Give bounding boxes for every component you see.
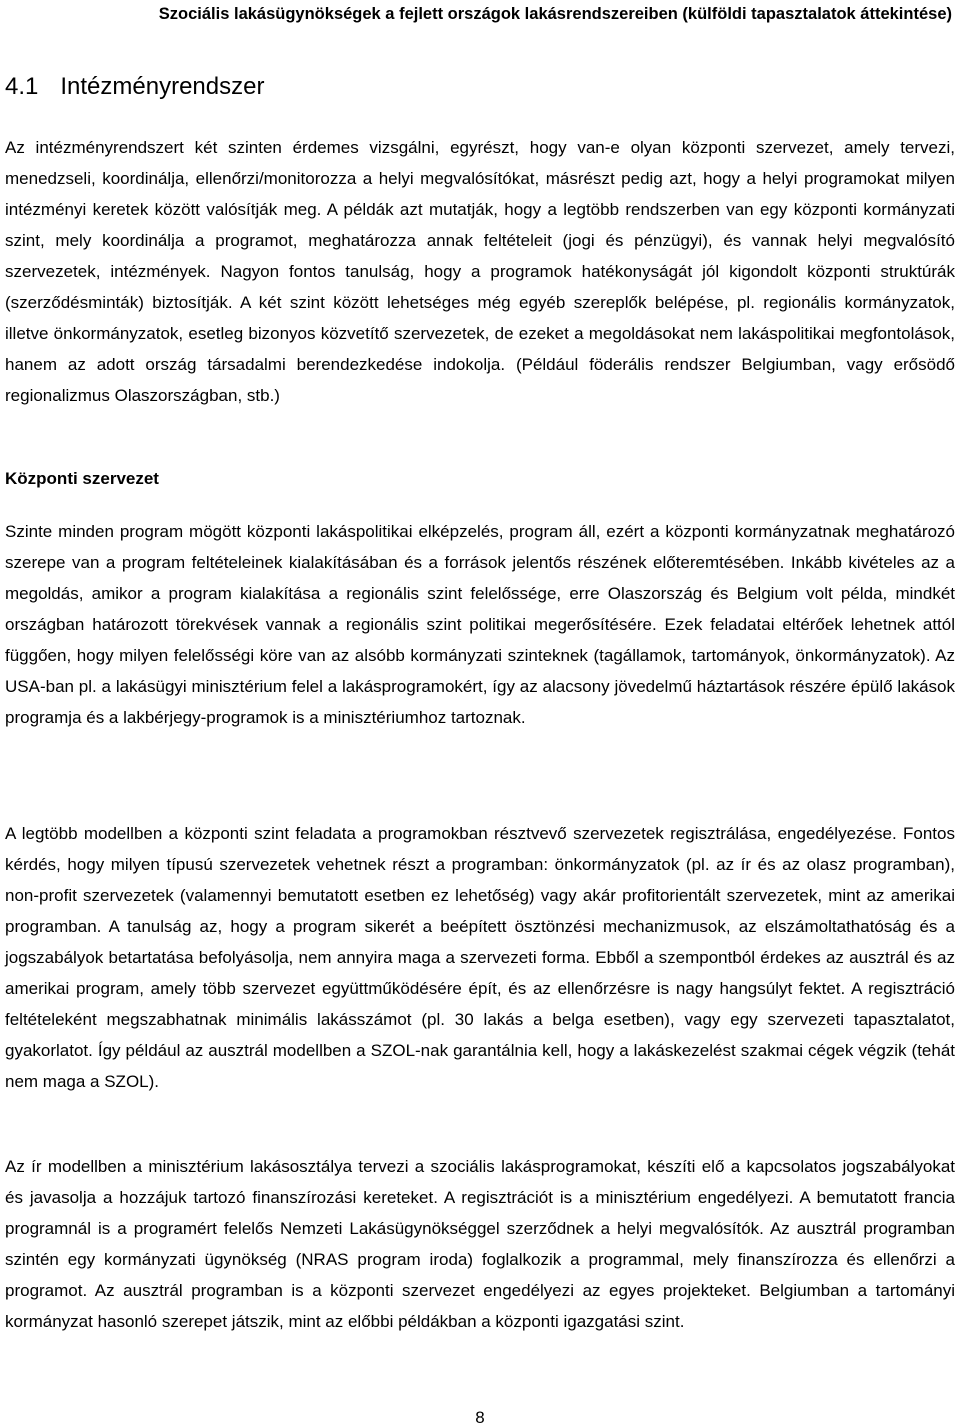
paragraph-1: Szinte minden program mögött központi lakáspolitikai elképzelés, program áll, ezért a központi kormányzatnak meghatározó szerepe van a program feltételeinek kialakításában és a források jelentős részének előteremtésében. Inkább kivételes az a megoldás, amikor a program kialakítása a regionális szint felelőssége, erre Olaszország és Belgium volt példa, mindkét országban határozott törekvések vannak a regionális szint politikai megerősítésére. Ezek feladatai eltérőek lehetnek attól függően, hogy milyen felelősségi köre van az alsóbb kormányzati szinteknek (tagállamok, tartományok, önkormányzatok). Az USA-ban pl. a lakásügyi minisztérium felel a lakásprogramokért, így az alacsony jövedelmű háztartások részére épülő lakások programja és a lakbérjegy-programok is a minisztériumhoz tartoznak. [5, 522, 955, 727]
paragraph-3: Az ír modellben a minisztérium lakásosztálya tervezi a szociális lakásprogramokat, készíti elő a kapcsolatos jogszabályokat és javasolja a hozzájuk tartozó finanszírozási kereteket. A regisztrációt is a minisztérium engedélyezi. A bemutatott francia programnál is a programért felelős Nemzeti Lakásügynökséggel szerződnek a helyi megvalósítók. Az ausztrál programban szintén egy kormányzati ügynökség (NRAS program iroda) foglalkozik a programmal, mely finanszírozza és ellenőrzi a programot. Az ausztrál programban is a központi szervezet engedélyezi az egyes projekteket. Belgiumban a tartományi kormányzat hasonló szerepet játszik, mint az előbbi példákban a központi igazgatási szint. [5, 1157, 955, 1331]
section-heading [5, 72, 264, 102]
page-number: 8 [475, 1408, 485, 1427]
subheading-kozponti-szervezet: Központi szervezet [5, 469, 159, 488]
paragraph-2: A legtöbb modellben a központi szint feladata a programokban résztvevő szervezetek regisztrálása, engedélyezése. Fontos kérdés, hogy milyen típusú szervezetek vehetnek részt a programban: önkormányzatok (pl. az ír és az olasz programban), non-profit szervezetek (valamennyi bemutatott esetben ez lehetőség) vagy akár profitorientált szervezetek, mint az amerikai programban. A tanulság az, hogy a program sikerét a beépített ösztönzési mechanizmusok, az elszámoltathatóság és a jogszabályok betartatása befolyásolja, nem annyira maga a szervezeti forma. Ebből a szempontból érdekes az ausztrál és az amerikai program, amely több szervezet együttműködésére épít, és az ellenőrzésre is nagy hangsúlyt fektet. A regisztráció feltételeként megszabhatnak minimális lakásszámot (pl. 30 lakás a belga esetben), vagy egy szervezeti tapasztalatot, gyakorlatot. Így például az ausztrál modellben a SZOL-nak garantálnia kell, hogy a lakáskezelést szakmai cégek végzik (tehát nem maga a SZOL). [5, 824, 955, 1091]
intro-paragraph: Az intézményrendszert két szinten érdemes vizsgálni, egyrészt, hogy van-e olyan központi szervezet, amely tervezi, menedzseli, koordinálja, ellenőrzi/monitorozza a helyi megvalósítókat, másrészt pedig azt, hogy a helyi programokat milyen intézményi keretek között valósítják meg. A példák azt mutatják, hogy a legtöbb rendszerben van egy központi kormányzati szint, mely koordinálja a programot, meghatározza annak feltételeit (jogi és pénzügyi), és vannak helyi megvalósító szervezetek, intézmények. Nagyon fontos tanulság, hogy a programok hatékonyságát jól kigondolt központi struktúrák (szerződésminták) biztosítják. A két szint között lehetséges még egyéb szereplők belépése, pl. regionális kormányzatok, illetve önkormányzatok, esetleg bizonyos közvetítő szervezetek, de ezeket a megoldásokat nem lakáspolitikai megfontolások, hanem az adott ország társadalmi berendezkedése indokolja. (Például föderális rendszer Belgiumban, vagy erősödő regionalizmus Olaszországban, stb.) [5, 138, 955, 405]
running-header: Szociális lakásügynökségek a fejlett országok lakásrendszereiben (külföldi tapasztalatok áttekintése) [158, 5, 952, 23]
section-number: 4.1 [5, 73, 39, 100]
section-title: Intézményrendszer [60, 73, 265, 100]
